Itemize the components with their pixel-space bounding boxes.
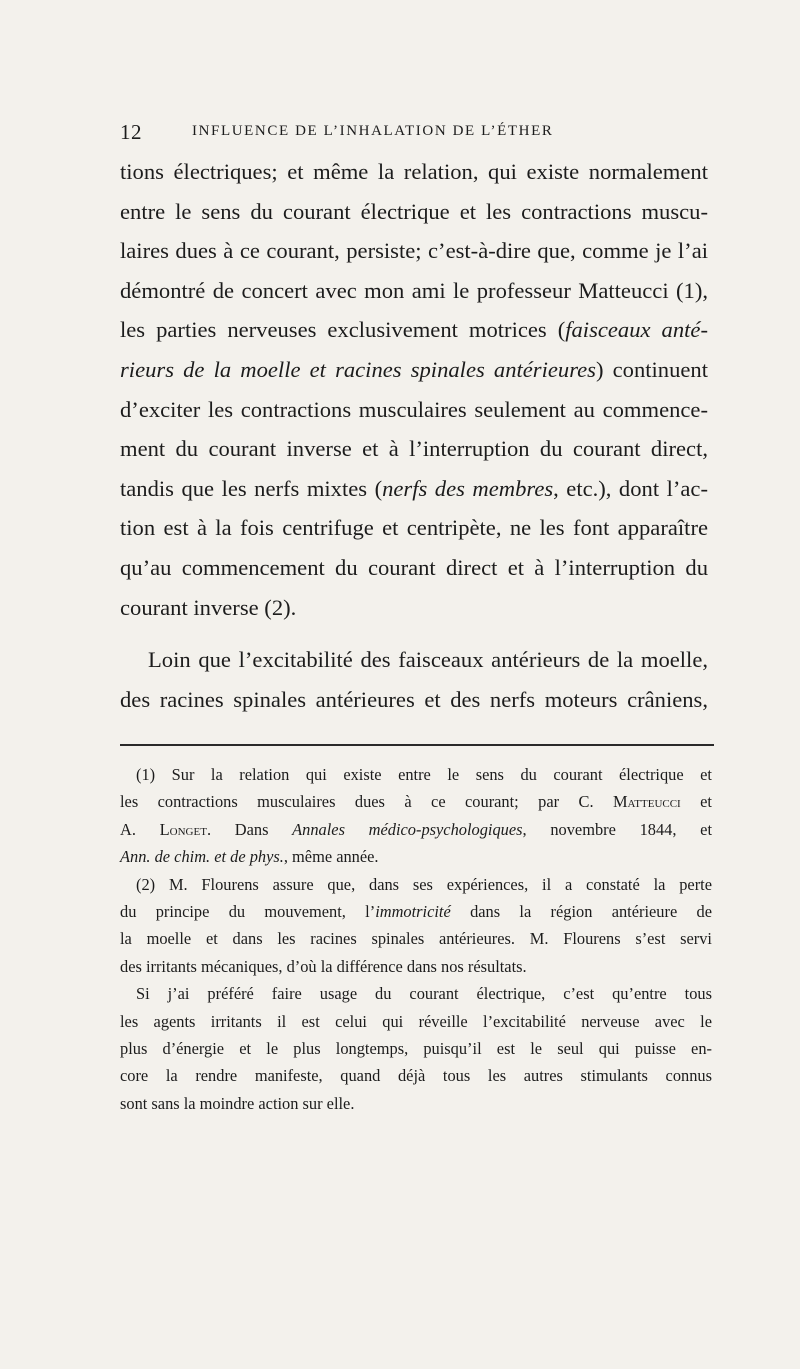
text-line: qu’au commencement du courant direct et à l’interruption du bbox=[120, 554, 708, 580]
page-header bbox=[120, 120, 720, 144]
footnote-2 bbox=[120, 871, 712, 1118]
footnote-rule bbox=[120, 744, 714, 746]
italic-run: immotricité bbox=[375, 901, 451, 921]
italic-run: Annales médico-psychologiques bbox=[292, 819, 523, 839]
text-line: tions électriques; et même la relation, qui existe normalement bbox=[120, 159, 708, 184]
text-run: du principe du mouvement, l’ bbox=[120, 901, 376, 921]
text-line bbox=[120, 469, 708, 509]
italic-run: Ann. de chim. et de phys. bbox=[120, 847, 284, 867]
text-run: , même année. bbox=[283, 847, 379, 867]
footnote-line bbox=[120, 816, 712, 843]
paragraph-gap bbox=[120, 627, 708, 640]
text-line: démontré de concert avec mon ami le professeur Matteucci (1), bbox=[120, 277, 708, 303]
text-run: tandis que les nerfs mixtes ( bbox=[120, 475, 383, 501]
footnote-line: sont sans la moindre action sur elle. bbox=[120, 1093, 355, 1113]
text-line: des racines spinales antérieures et des nerfs moteurs crâniens, bbox=[120, 686, 708, 712]
author-name: Matteucci bbox=[612, 792, 681, 812]
footnote-line bbox=[120, 788, 712, 815]
text-run: . Dans bbox=[206, 819, 293, 839]
footnote-1 bbox=[120, 761, 712, 871]
footnote-line bbox=[120, 898, 712, 925]
footnote-line: la moelle et dans les racines spinales antérieures. M. Flourens s’est servi bbox=[120, 929, 712, 949]
footnote-line: (2) M. Flourens assure que, dans ses expériences, il a constaté la perte bbox=[136, 874, 712, 894]
paragraph-1 bbox=[120, 152, 708, 627]
text-run: , novembre 1844, et bbox=[522, 819, 713, 839]
text-line bbox=[120, 310, 708, 350]
footnote-line: (1) Sur la relation qui existe entre le sens du courant électrique et bbox=[136, 765, 712, 784]
text-run: et bbox=[680, 792, 712, 812]
page-number: 12 bbox=[120, 120, 142, 144]
italic-run: nerfs des membres bbox=[382, 475, 554, 501]
footnotes bbox=[120, 761, 712, 1117]
footnote-line: Si j’ai préféré faire usage du courant électrique, c’est qu’entre tous bbox=[136, 984, 712, 1004]
footnote-line bbox=[120, 843, 712, 870]
text-run: les parties nerveuses exclusivement motrices ( bbox=[120, 317, 566, 343]
text-run: dans la région antérieure de bbox=[450, 901, 712, 921]
text-line: courant inverse (2). bbox=[120, 594, 297, 620]
text-line bbox=[120, 350, 708, 390]
text-run: ) continuent bbox=[595, 356, 708, 382]
running-title: INFLUENCE DE L’INHALATION DE L’ÉTHER bbox=[192, 123, 554, 139]
italic-run: faisceaux anté- bbox=[565, 317, 708, 343]
italic-run: rieurs de la moelle et racines spinales antérieures bbox=[120, 356, 596, 382]
text-line: ment du courant inverse et à l’interruption du courant direct, bbox=[120, 436, 708, 462]
text-run: les contractions musculaires dues à ce courant; par C. bbox=[120, 792, 613, 812]
text-run: A. bbox=[120, 819, 160, 839]
text-line: d’exciter les contractions musculaires seulement au commence- bbox=[120, 396, 708, 422]
footnote-line: les agents irritants il est celui qui réveille l’excitabilité nerveuse avec le bbox=[120, 1011, 712, 1031]
footnote-line: plus d’énergie et le plus longtemps, puisqu’il est le seul qui puisse en- bbox=[120, 1038, 712, 1058]
footnote-line: core la rendre manifeste, quand déjà tous les autres stimulants connus bbox=[120, 1066, 712, 1086]
footnote-line: des irritants mécaniques, d’où la différence dans nos résultats. bbox=[120, 956, 527, 976]
text-line: entre le sens du courant électrique et les contractions muscu- bbox=[120, 198, 708, 224]
author-name: Longet bbox=[159, 819, 207, 839]
text-line: tion est à la fois centrifuge et centripète, ne les font apparaître bbox=[120, 515, 708, 541]
text-line: laires dues à ce courant, persiste; c’est-à-dire que, comme je l’ai bbox=[120, 238, 708, 264]
text-line: Loin que l’excitabilité des faisceaux antérieurs de la moelle, bbox=[148, 647, 708, 673]
text-run: , etc.), dont l’ac- bbox=[553, 475, 708, 501]
main-text bbox=[120, 152, 708, 719]
paragraph-2 bbox=[120, 640, 708, 719]
